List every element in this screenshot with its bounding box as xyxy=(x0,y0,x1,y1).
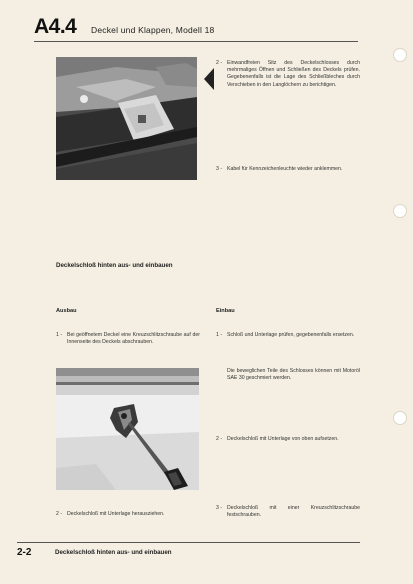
pointer-arrow-icon xyxy=(203,66,215,92)
step-text: Schloß und Unterlage prüfen, gegebenenfalls ersetzen. xyxy=(227,332,355,338)
step-number: 1 - xyxy=(56,332,63,338)
punch-hole-middle xyxy=(393,204,407,218)
photo-lid-lock-striker xyxy=(56,57,197,180)
photo-lock-removal-image xyxy=(56,368,199,490)
step-text: Deckelschloß mit Unterlage herausziehen. xyxy=(67,511,165,517)
step-number: 1 - xyxy=(216,332,223,338)
step-2-top xyxy=(216,60,360,110)
section-code: A4.4 xyxy=(34,15,77,38)
einbau-step-3 xyxy=(216,505,360,521)
step-text: Die beweglichen Teile des Schlosses können mit Motoröl SAE 30 geschmiert werden. xyxy=(227,368,360,382)
step-3-top xyxy=(216,166,360,186)
section-heading: Deckelschloß hinten aus- und einbauen xyxy=(56,262,173,269)
einbau-step-2 xyxy=(216,436,360,452)
step-number: 2 - xyxy=(216,436,223,442)
footer-title: Deckelschloß hinten aus- und einbauen xyxy=(55,549,172,556)
step-text: Deckelschloß mit einer Kreuzschlitzschraube festschrauben. xyxy=(227,505,360,519)
page-number: 2-2 xyxy=(17,547,32,558)
step-text: Einwandfreien Sitz des Deckelschlosses durch mehrmaliges Öffnen und Schließen des Deckels prüfen. Gegebenenfalls ist die Lage des Schließbleches durch Verschieben in den Langlöchern zu berichtigen. xyxy=(227,60,360,88)
punch-hole-top xyxy=(393,48,407,62)
step-number: 3 - xyxy=(216,505,223,511)
step-number: 3 - xyxy=(216,166,223,172)
step-text: Bei geöffnetem Deckel eine Kreuzschlitzschraube auf der Innenseite des Deckels abschrauben. xyxy=(67,332,200,346)
ausbau-step-1 xyxy=(56,332,200,356)
step-number: 2 - xyxy=(56,511,63,517)
step-text: Kabel für Kennzeichenleuchte wieder anklemmen. xyxy=(227,166,343,172)
page-title: Deckel und Klappen, Modell 18 xyxy=(91,25,215,35)
footer-rule xyxy=(17,542,360,543)
photo-lid-lock-striker-image xyxy=(56,57,197,180)
header-rule xyxy=(34,41,358,42)
einbau-heading: Einbau xyxy=(216,308,235,314)
photo-lock-removal xyxy=(56,368,199,490)
ausbau-heading: Ausbau xyxy=(56,308,77,314)
step-text: Deckelschloß mit Unterlage von oben aufsetzen. xyxy=(227,436,339,442)
einbau-step-1 xyxy=(216,332,360,348)
step-number: 2 - xyxy=(216,60,223,66)
punch-hole-bottom xyxy=(393,411,407,425)
ausbau-step-2 xyxy=(56,511,200,521)
einbau-note xyxy=(216,368,360,384)
